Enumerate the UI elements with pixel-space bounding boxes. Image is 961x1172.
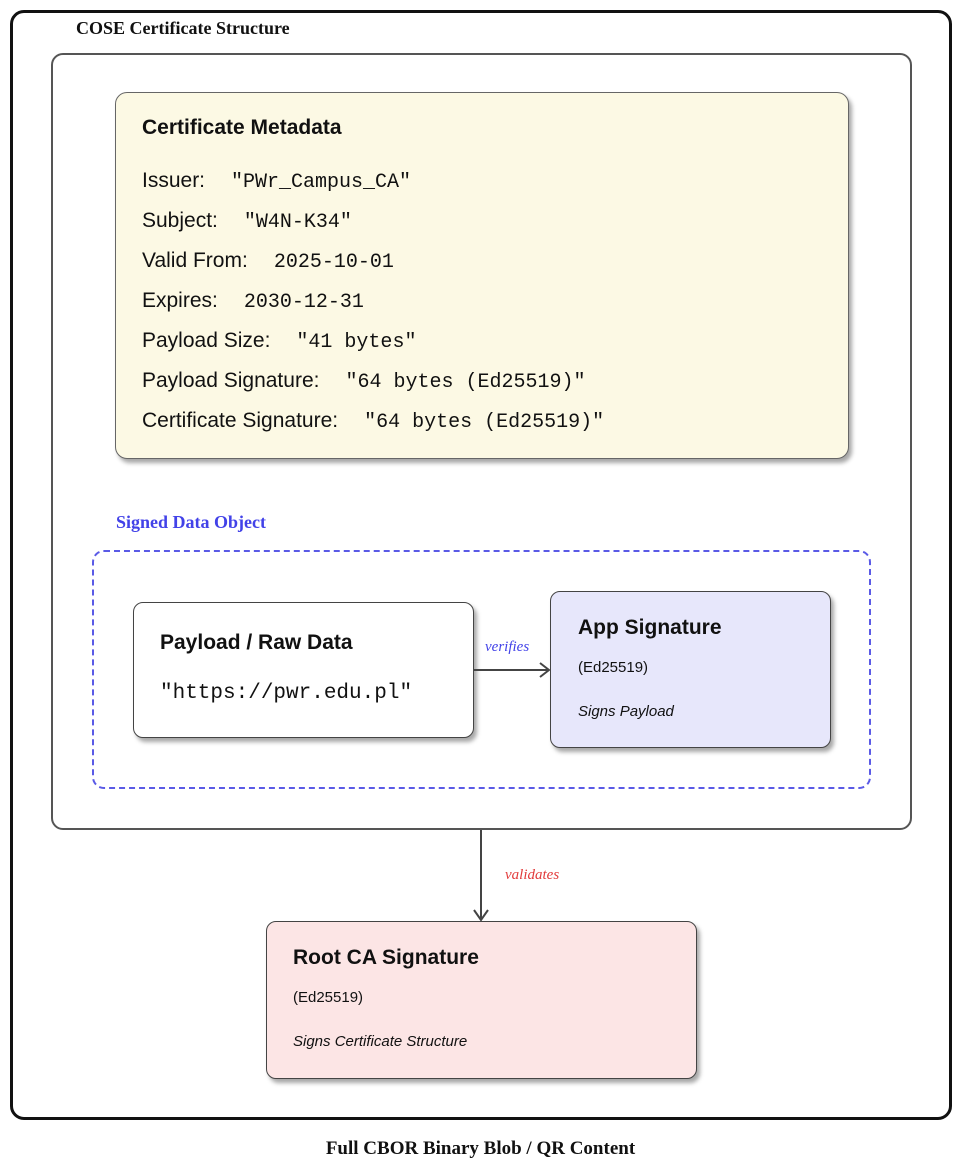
metadata-value: 2030-12-31 (243, 291, 364, 314)
root-ca-signature-description: Signs Certificate Structure (293, 1033, 468, 1050)
root-ca-signature-algorithm: (Ed25519) (293, 989, 364, 1006)
metadata-label: Issuer: (142, 169, 206, 192)
app-signature-algorithm: (Ed25519) (578, 659, 649, 676)
figure-caption: Full CBOR Binary Blob / QR Content (325, 1138, 636, 1159)
metadata-row-payload-signature (142, 367, 586, 397)
validates-edge-label: validates (505, 867, 560, 883)
metadata-label: Valid From: (142, 249, 248, 272)
metadata-label: Certificate Signature: (142, 409, 339, 432)
metadata-value: "64 bytes (Ed25519)" (345, 371, 586, 394)
payload-value: "https://pwr.edu.pl" (160, 682, 413, 705)
metadata-value: "64 bytes (Ed25519)" (364, 411, 605, 434)
payload-title: Payload / Raw Data (160, 631, 353, 654)
verifies-edge-label: verifies (485, 639, 530, 655)
metadata-label: Payload Signature: (142, 369, 320, 392)
root-ca-signature-title: Root CA Signature (293, 946, 479, 969)
metadata-value: "W4N-K34" (243, 211, 352, 234)
app-signature-title: App Signature (578, 616, 722, 639)
metadata-row-subject (142, 207, 352, 237)
metadata-row-valid-from (142, 247, 394, 277)
metadata-value: "41 bytes" (296, 331, 417, 354)
metadata-label: Expires: (142, 289, 218, 312)
certificate-metadata-title: Certificate Metadata (142, 116, 342, 139)
payload-box (133, 602, 474, 738)
metadata-label: Subject: (142, 209, 218, 232)
app-signature-description: Signs Payload (578, 703, 674, 720)
metadata-row-certificate-signature (142, 407, 604, 437)
signed-data-object-title: Signed Data Object (116, 512, 266, 532)
metadata-row-expires (142, 287, 364, 317)
cose-structure-title: COSE Certificate Structure (76, 18, 290, 38)
metadata-row-payload-size (142, 327, 416, 357)
metadata-value: "PWr_Campus_CA" (231, 171, 412, 194)
metadata-value: 2025-10-01 (273, 251, 394, 274)
metadata-row-issuer (142, 167, 411, 197)
metadata-label: Payload Size: (142, 329, 271, 352)
